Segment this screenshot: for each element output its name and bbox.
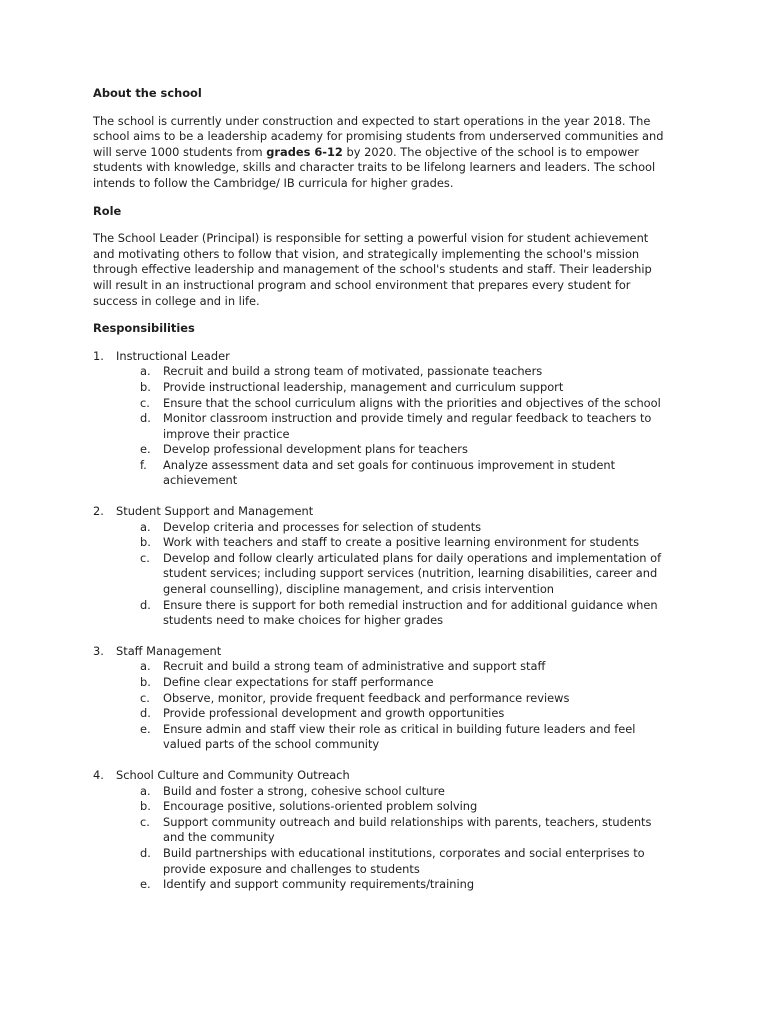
list-item-letter: e. xyxy=(140,721,151,736)
section-number: 3. xyxy=(93,643,104,658)
list-item-letter: c. xyxy=(140,395,150,410)
list-item-text: Encourage positive, solutions-oriented problem solving xyxy=(163,799,478,814)
section-title-text: Student Support and Management xyxy=(116,504,314,519)
list-item xyxy=(140,411,678,442)
about-paragraph xyxy=(93,114,678,192)
list-item-letter: b. xyxy=(140,675,151,689)
list-item-letter: e. xyxy=(140,442,151,457)
list-item-text: Ensure that the school curriculum aligns with the priorities and objectives of the school xyxy=(163,395,661,410)
list-item xyxy=(140,551,678,598)
list-item-text: Develop professional development plans for teachers xyxy=(163,442,468,457)
about-text-grades: grades 6-12 xyxy=(266,144,343,159)
section-number: 1. xyxy=(93,348,104,363)
list-item-text: Provide professional development and growth opportunities xyxy=(163,706,505,721)
list-item xyxy=(140,846,678,877)
list-item-text: Recruit and build a strong team of motivated, passionate teachers xyxy=(163,364,543,379)
list-item xyxy=(140,659,678,675)
list-item-text: Ensure admin and staff view their role as critical in building future leaders and feel valued parts of the school community xyxy=(163,721,636,752)
section-title-text: Staff Management xyxy=(116,643,222,658)
list-item-letter: a. xyxy=(140,364,151,379)
list-item xyxy=(140,442,678,458)
responsibility-section xyxy=(93,349,678,489)
list-item-letter: f. xyxy=(140,457,147,472)
section-number: 4. xyxy=(93,767,104,782)
list-item-text: Identify and support community requirements/training xyxy=(163,877,475,892)
section-number: 2. xyxy=(93,504,104,519)
list-item-letter: d. xyxy=(140,411,151,426)
list-item xyxy=(140,675,678,691)
section-title xyxy=(93,349,678,365)
list-item-letter: d. xyxy=(140,706,151,721)
responsibility-section xyxy=(93,644,678,753)
list-item-text: Support community outreach and build relationships with parents, teachers, students and the community xyxy=(163,814,652,845)
section-items xyxy=(93,520,678,629)
section-title xyxy=(93,504,678,520)
list-item-text: Recruit and build a strong team of administrative and support staff xyxy=(163,659,546,674)
list-item-letter: e. xyxy=(140,877,151,892)
list-item-letter: a. xyxy=(140,783,151,798)
list-item-letter: a. xyxy=(140,659,151,674)
list-item-letter: b. xyxy=(140,799,151,814)
responsibilities-heading: Responsibilities xyxy=(93,321,195,336)
list-item xyxy=(140,396,678,412)
list-item xyxy=(140,458,678,489)
about-text-part2: by 2020. The objective of the school is to empower students with knowledge, skills and character traits to be lifelong learners and leaders. The school intends to follow the Cambridge/ IB curricula for higher grades. xyxy=(93,144,656,190)
role-heading: Role xyxy=(93,203,122,218)
section-title-text: Instructional Leader xyxy=(116,348,230,363)
list-item xyxy=(140,706,678,722)
responsibility-section xyxy=(93,768,678,893)
responsibility-section xyxy=(93,504,678,629)
list-item-letter: c. xyxy=(140,550,150,565)
list-item xyxy=(140,520,678,536)
list-item-text: Develop and follow clearly articulated plans for daily operations and implementation of student services; including support services (nutrition, learning disabilities, career and general counselling), discipline management, and crisis intervention xyxy=(163,550,662,597)
list-item-text: Work with teachers and staff to create a positive learning environment for students xyxy=(163,535,640,550)
list-item-letter: c. xyxy=(140,690,150,705)
section-items xyxy=(93,364,678,489)
list-item-letter: a. xyxy=(140,519,151,534)
list-item-text: Develop criteria and processes for selection of students xyxy=(163,519,482,534)
list-item xyxy=(140,691,678,707)
list-item-letter: b. xyxy=(140,379,151,394)
section-title xyxy=(93,644,678,660)
section-items xyxy=(93,659,678,753)
list-item-text: Build partnerships with educational institutions, corporates and social enterprises to provide exposure and challenges to students xyxy=(163,845,645,876)
list-item xyxy=(140,784,678,800)
list-item xyxy=(140,815,678,846)
list-item-text: Define clear expectations for staff performance xyxy=(163,675,434,689)
list-item xyxy=(140,364,678,380)
list-item xyxy=(140,877,678,893)
section-items xyxy=(93,784,678,893)
list-item xyxy=(140,380,678,396)
responsibilities-list xyxy=(93,349,678,893)
list-item-text: Ensure there is support for both remedial instruction and for additional guidance when students need to make choices for higher grades xyxy=(163,597,658,628)
list-item xyxy=(140,722,678,753)
list-item xyxy=(140,535,678,551)
list-item xyxy=(140,598,678,629)
section-title xyxy=(93,768,678,784)
list-item-text: Observe, monitor, provide frequent feedback and performance reviews xyxy=(163,690,570,705)
list-item-letter: d. xyxy=(140,597,151,612)
list-item-text: Monitor classroom instruction and provide timely and regular feedback to teachers to improve their practice xyxy=(163,411,652,441)
list-item-text: Analyze assessment data and set goals for continuous improvement in student achievement xyxy=(163,457,616,488)
list-item xyxy=(140,799,678,815)
about-heading: About the school xyxy=(93,86,202,100)
list-item-letter: c. xyxy=(140,814,150,829)
about-text-part1: The school is currently under construction and expected to start operations in the year 2018. The school aims to be a leadership academy for promising students from underserved communities and will serve 1000 students from xyxy=(93,113,664,159)
list-item-letter: d. xyxy=(140,845,151,860)
list-item-text: Provide instructional leadership, management and curriculum support xyxy=(163,379,564,394)
list-item-text: Build and foster a strong, cohesive school culture xyxy=(163,783,445,798)
role-paragraph: The School Leader (Principal) is responsible for setting a powerful vision for student achievement and motivating others to follow that vision, and strategically implementing the school's mission through effective leadership and management of the school's students and staff. Their leadership will result in an instructional program and school environment that prepares every student for success in college and in life. xyxy=(93,231,652,308)
section-title-text: School Culture and Community Outreach xyxy=(116,767,350,782)
list-item-letter: b. xyxy=(140,535,151,550)
